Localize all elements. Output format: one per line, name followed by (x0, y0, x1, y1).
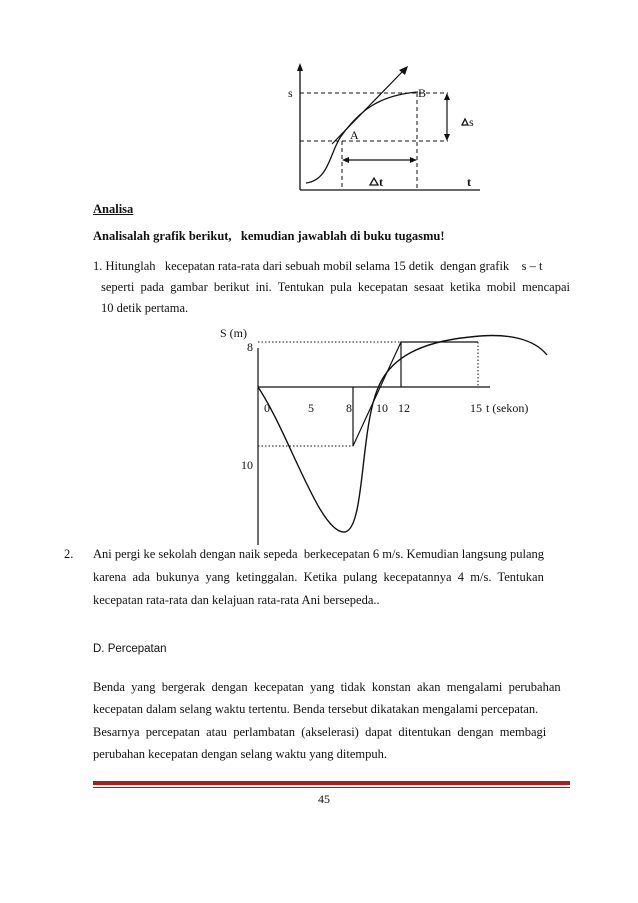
delta-s-arrow-top (444, 93, 450, 100)
xtick-5: 5 (308, 401, 314, 415)
footer-rule-thin (93, 787, 570, 788)
section-d-line1: Benda yang bergerak dengan kecepatan yang tidak konstan akan mengalami perubahan (93, 680, 561, 694)
label-B: B (418, 86, 427, 100)
analisa-heading: Analisa (93, 202, 134, 216)
ytick-8: 8 (247, 340, 253, 354)
section-d-line2: kecepatan dalam selang waktu tertentu. Benda tersebut dikatakan mengalami percepatan. (93, 702, 539, 716)
xtick-8: 8 (346, 401, 352, 415)
s-t-curve-2 (258, 336, 547, 533)
delta-t-triangle (370, 178, 378, 185)
xtick-10: 10 (376, 401, 388, 415)
delta-t-arrow-left (342, 157, 349, 163)
label-s: s (288, 86, 293, 100)
analisa-instruction: Analisalah grafik berikut, kemudian jawablah di buku tugasmu! (93, 229, 445, 243)
piecewise-line (353, 342, 478, 446)
section-d-line4: perubahan kecepatan dengan selang waktu yang ditempuh. (93, 747, 387, 761)
xtick-0: 0 (264, 401, 270, 415)
label-A: A (350, 128, 359, 142)
q1-line1: 1. Hitunglah kecepatan rata-rata dari sebuah mobil selama 15 detik dengan grafik s – t (93, 259, 543, 273)
page-number: 45 (318, 792, 330, 806)
s-axis-arrow (297, 63, 303, 71)
q2-number: 2. (64, 547, 74, 561)
label-delta-t: t (379, 175, 383, 189)
section-d-heading: D. Percepatan (93, 643, 167, 655)
xtick-15: 15 (470, 401, 482, 415)
delta-s-triangle (462, 119, 468, 125)
label-delta-s: s (469, 115, 474, 129)
chart-xlabel: t (sekon) (486, 401, 529, 415)
q2-line3: kecepatan rata-rata dan kelajuan rata-rata Ani bersepeda.. (93, 593, 380, 607)
delta-t-arrow-right (410, 157, 417, 163)
s-t-chart (0, 320, 638, 550)
q2-line1: Ani pergi ke sekolah dengan naik sepeda berkecepatan 6 m/s. Kemudian langsung pulang (93, 547, 545, 561)
label-t: t (467, 175, 471, 189)
q2-line2: karena ada bukunya yang ketinggalan. Ketika pulang kecepatannya 4 m/s. Tentukan (93, 570, 544, 584)
chart-ylabel: S (m) (220, 326, 247, 340)
q1-line2: seperti pada gambar berikut ini. Tentukan pula kecepatan sesaat ketika mobil mencapai (101, 280, 570, 294)
section-d-line3: Besarnya percepatan atau perlambatan (akselerasi) dapat ditentukan dengan membagi (93, 725, 547, 739)
delta-s-arrow-bottom (444, 134, 450, 141)
tangent-diagram (0, 0, 638, 200)
s-t-curve (306, 92, 418, 183)
ytick-10: 10 (241, 458, 253, 472)
tangent-line (332, 70, 404, 144)
footer-rule-thick (93, 781, 570, 785)
xtick-12: 12 (398, 401, 410, 415)
q1-line3: 10 detik pertama. (101, 301, 189, 315)
